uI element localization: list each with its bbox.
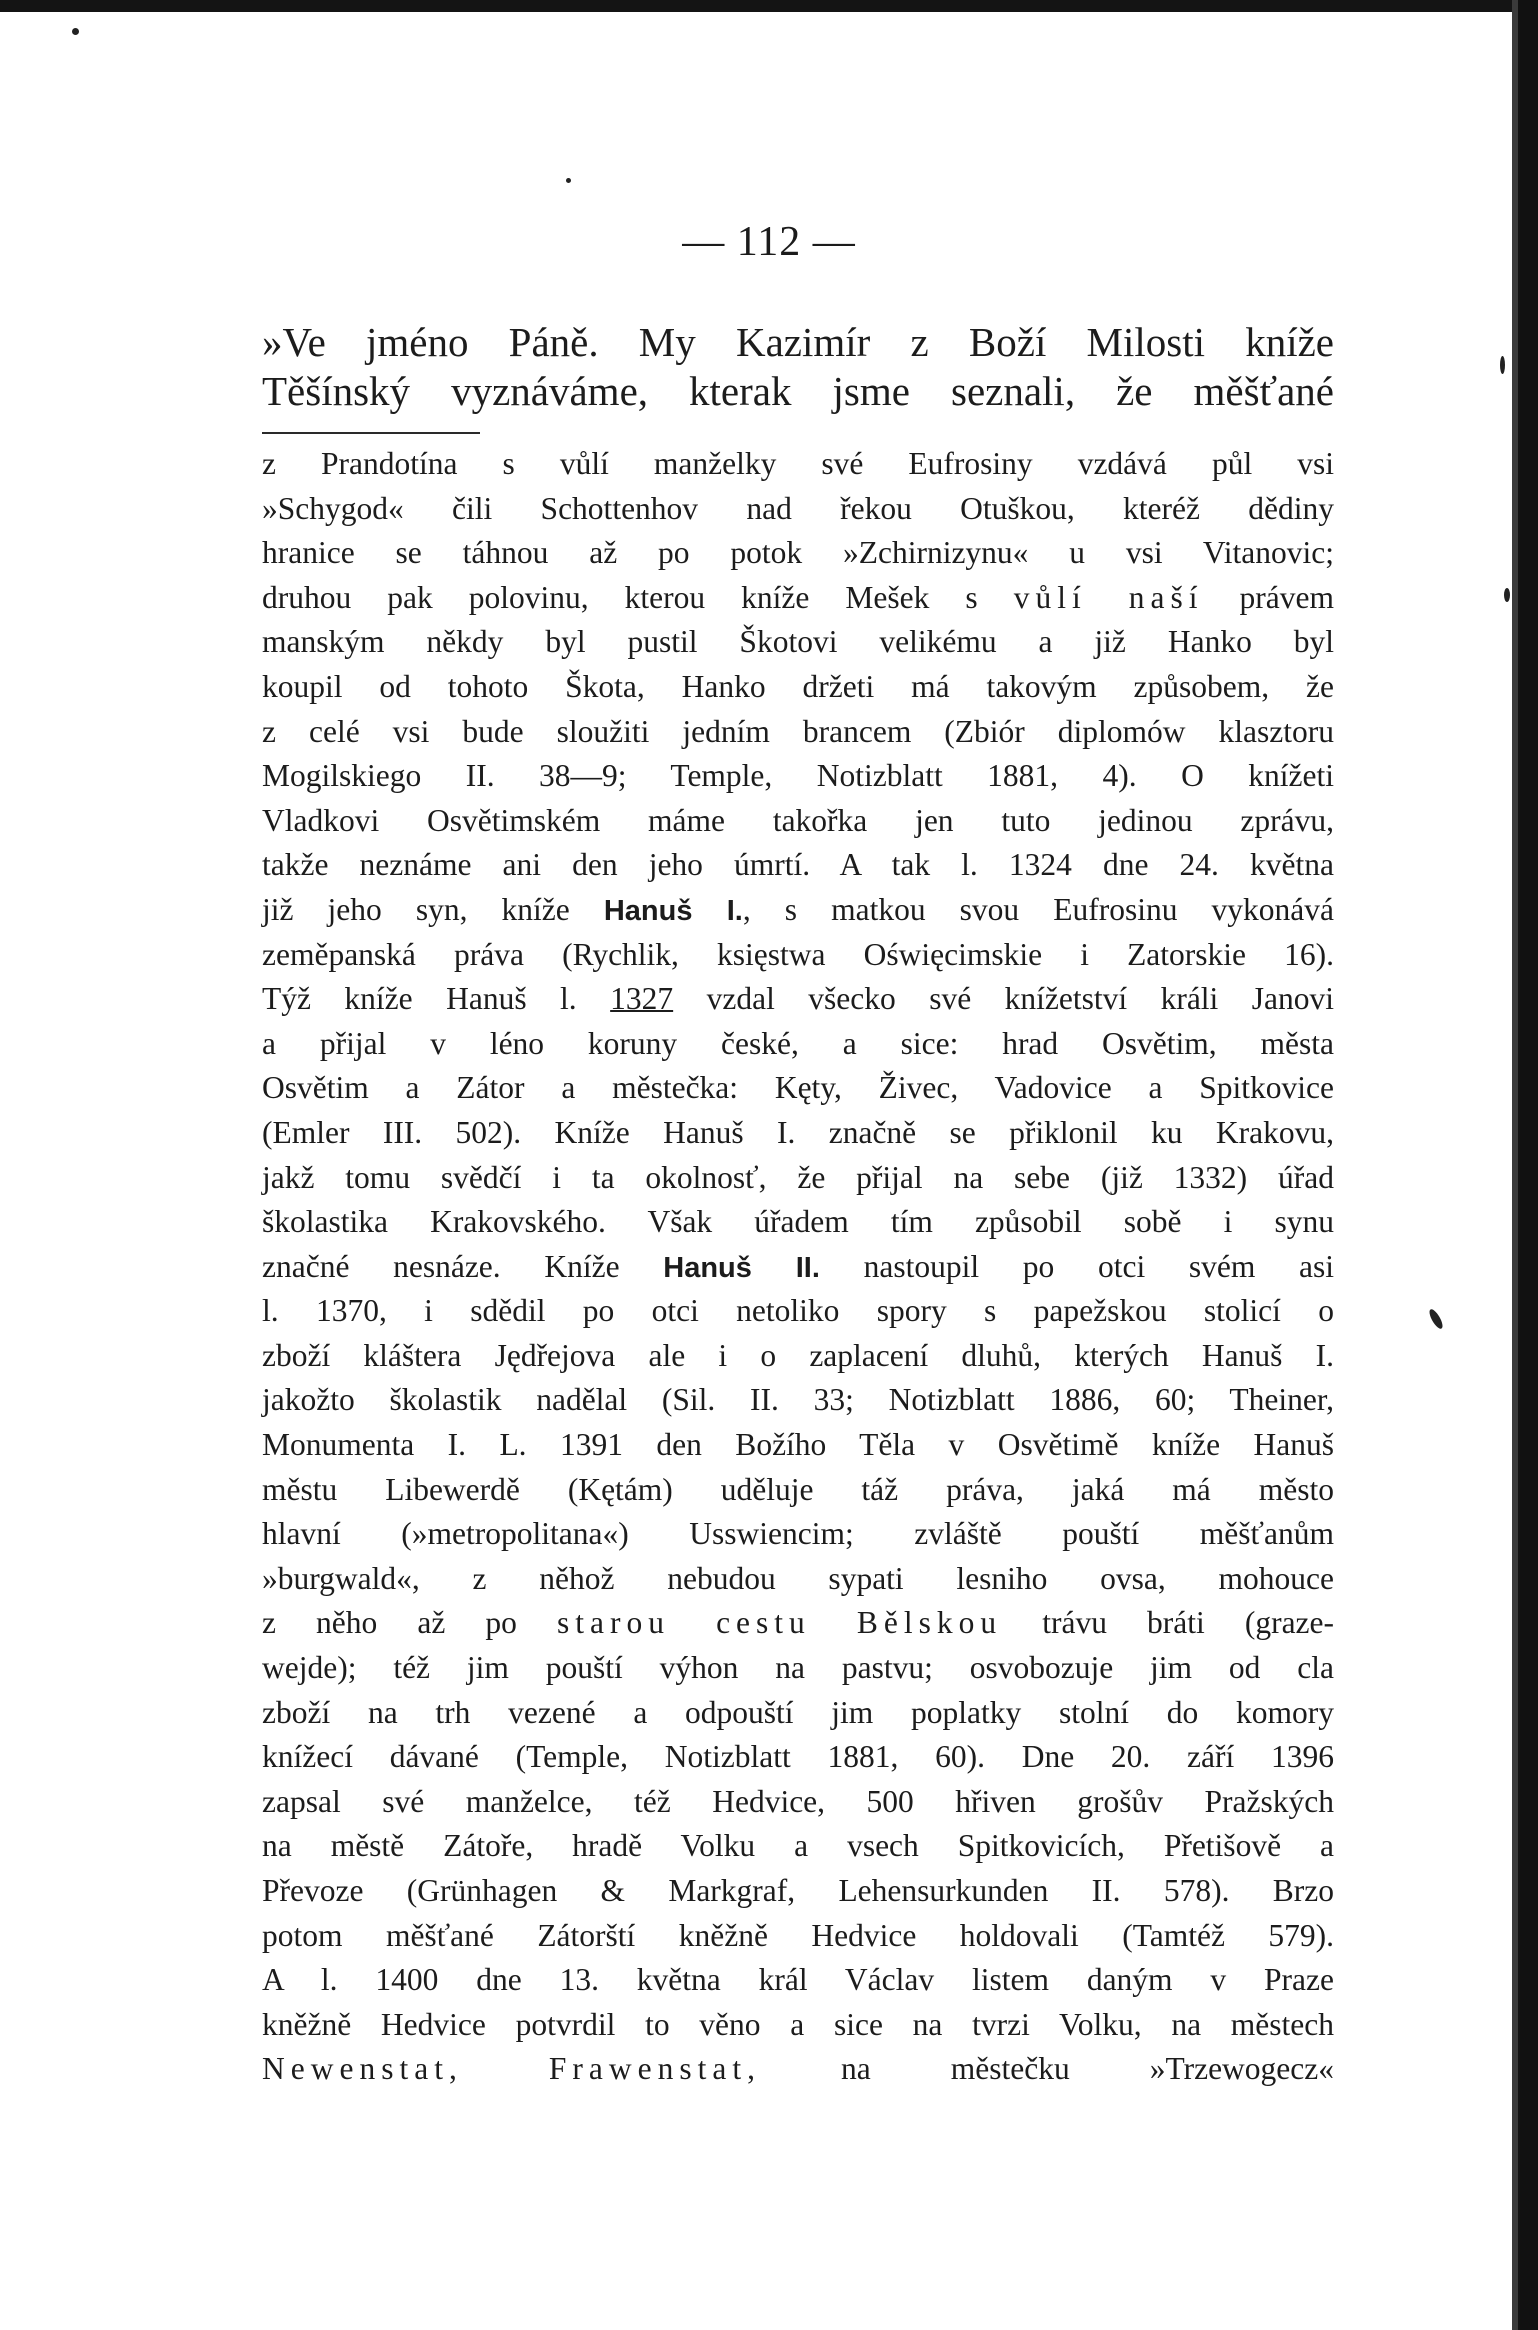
footnote-fragment: na městečku »Trzewogecz« — [840, 2051, 1335, 2087]
footnote-line: koupil od tohoto Škota, Hanko držeti má takovým způsobem, že — [262, 668, 1334, 704]
main-text-line: Těšínský vyznáváme, kterak jsme seznali, že měšťané — [262, 368, 1334, 414]
footnote-line: zboží na trh vezené a odpouští jim poplatky stolní do komory — [262, 1694, 1334, 1730]
footnote-line: knížecí dávané (Temple, Notizblatt 1881, 60). Dne 20. září 1396 — [262, 1739, 1334, 1775]
page-number: — 112 — — [682, 219, 856, 265]
footnote-line: a přijal v léno koruny české, a sice: hrad Osvětim, města — [262, 1025, 1334, 1061]
footnote-line: Mogilskiego II. 38—9; Temple, Notizblatt 1881, 4). O knížeti — [262, 758, 1334, 794]
footnote-line: l. 1370, i sdědil po otci netoliko spory s papežskou stolicí o — [262, 1293, 1334, 1329]
footnote-fragment: trávu bráti (graze- — [1042, 1605, 1335, 1641]
scan-right-edge — [1518, 0, 1538, 2330]
footnote-line: A l. 1400 dne 13. května král Václav listem daným v Praze — [262, 1962, 1334, 1998]
footnote-line: Osvětim a Zátor a městečka: Kęty, Živec, Vadovice a Spitkovice — [262, 1070, 1334, 1106]
footnote-line: »burgwald«, z něhož nebudou sypati lesniho ovsa, mohouce — [262, 1560, 1334, 1596]
scan-speck — [72, 28, 79, 35]
footnote-line — [262, 2047, 1334, 2092]
footnote-line: zboží kláštera Jędřejova ale i o zaplacení dluhů, kterých Hanuš I. — [262, 1337, 1334, 1373]
footnote-line: Monumenta I. L. 1391 den Božího Těla v Osvětimě kníže Hanuš — [262, 1427, 1334, 1463]
ruler-name-bold: Hanuš I. — [603, 894, 743, 927]
main-text — [262, 318, 1334, 416]
footnote-fragment: , s matkou svou Eufrosinu vykonává — [742, 891, 1334, 927]
footnote-separator — [262, 432, 480, 434]
ruler-name-bold: Hanuš II. — [663, 1251, 820, 1284]
footnote-line — [262, 1245, 1334, 1290]
footnote-line: jakž tomu svědčí i ta okolnosť, že přijal na sebe (již 1332) úřad — [262, 1159, 1334, 1195]
footnote-fragment: Týž kníže Hanuš l. — [262, 981, 577, 1017]
footnote-line: z celé vsi bude sloužiti jedním brancem (Zbiór diplomów klasztoru — [262, 713, 1334, 749]
footnote-fragment: nastoupil po otci svém asi — [863, 1248, 1335, 1284]
footnote-fragment: značné nesnáze. Kníže — [262, 1248, 620, 1284]
emphasized-phrase: vůlí naší — [1013, 579, 1204, 615]
footnote-line: městu Libewerdě (Kętám) uděluje táž práva, jaká má město — [262, 1471, 1334, 1507]
footnote-line: zeměpanská práva (Rychlik, księstwa Oświęcimskie i Zatorskie 16). — [262, 936, 1334, 972]
footnote-line — [262, 576, 1334, 621]
footnote-fragment: vzdal všecko své knížetství králi Janovi — [706, 981, 1335, 1017]
footnote-line: hranice se táhnou až po potok »Zchirnizynu« u vsi Vitanovic; — [262, 535, 1334, 571]
footnote-fragment: druhou pak polovinu, kterou kníže Mešek s — [262, 579, 978, 615]
emphasized-phrase: Newenstat, Frawenstat, — [262, 2051, 761, 2087]
footnote-line: na městě Zátoře, hradě Volku a vsech Spitkovicích, Přetišově a — [262, 1828, 1334, 1864]
underlined-year: 1327 — [610, 981, 674, 1017]
footnote-line: Převoze (Grünhagen & Markgraf, Lehensurkunden II. 578). Brzo — [262, 1873, 1334, 1908]
scan-speck — [566, 178, 571, 183]
footnote-line: školastika Krakovského. Však úřadem tím způsobil sobě i synu — [262, 1204, 1334, 1240]
footnote-line — [262, 977, 1334, 1022]
footnote-line: z Prandotína s vůlí manželky své Eufrosiny vzdává půl vsi — [262, 446, 1334, 481]
footnote-fragment: již jeho syn, kníže — [262, 891, 570, 927]
footnote-line — [262, 1601, 1334, 1646]
footnote-fragment: právem — [1239, 579, 1335, 615]
footnote-line: Vladkovi Osvětimském máme takořka jen tuto jedinou zprávu, — [262, 802, 1334, 838]
footnote-line: manským někdy byl pustil Škotovi velikému a již Hanko byl — [262, 624, 1334, 660]
emphasized-phrase: starou cestu Bělskou — [557, 1605, 1003, 1641]
scan-top-edge — [0, 0, 1538, 12]
footnote-line: jakožto školastik nadělal (Sil. II. 33; Notizblatt 1886, 60; Theiner, — [262, 1382, 1334, 1418]
footnote-line: hlavní (»metropolitana«) Usswiencim; zvláště pouští měšťanům — [262, 1516, 1334, 1552]
scan-speck — [1427, 1307, 1445, 1330]
footnote-line: zapsal své manželce, též Hedvice, 500 hřiven grošův Pražských — [262, 1783, 1334, 1819]
footnote-line: wejde); též jim pouští výhon na pastvu; osvobozuje jim od cla — [262, 1650, 1334, 1686]
scan-speck — [1504, 588, 1510, 602]
footnote-line: »Schygod« čili Schottenhov nad řekou Otuškou, kteréž dědiny — [262, 490, 1334, 526]
footnote-text — [262, 442, 1334, 2092]
footnote-line: (Emler III. 502). Kníže Hanuš I. značně se přiklonil ku Krakovu, — [262, 1114, 1334, 1150]
footnote-line: potom měšťané Zátorští kněžně Hedvice holdovali (Tamtéž 579). — [262, 1917, 1334, 1953]
main-text-line: »Ve jméno Páně. My Kazimír z Boží Milosti kníže — [262, 319, 1334, 365]
scan-speck — [1500, 356, 1505, 374]
footnote-fragment: z něho až po — [262, 1605, 517, 1641]
footnote-line — [262, 888, 1334, 933]
footnote-line: takže neznáme ani den jeho úmrtí. A tak l. 1324 dne 24. května — [262, 847, 1334, 883]
footnote-line: kněžně Hedvice potvrdil to věno a sice na tvrzi Volku, na městech — [262, 2006, 1334, 2042]
